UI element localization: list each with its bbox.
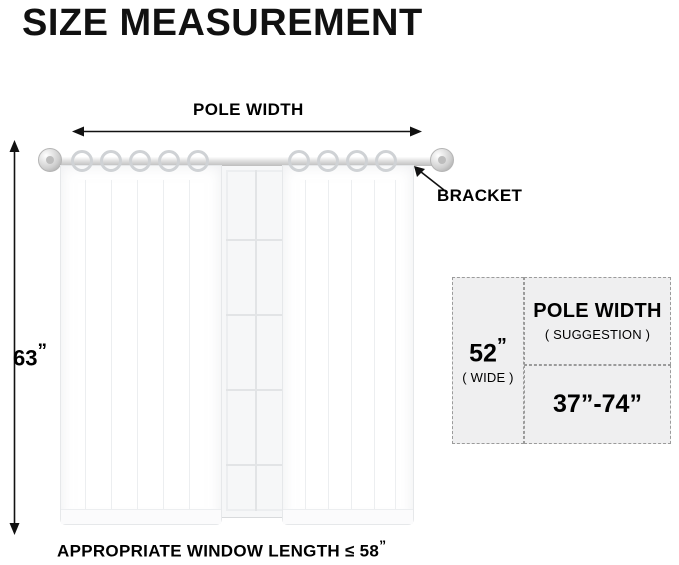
grommet-icon: [375, 150, 397, 172]
grommet-icon: [317, 150, 339, 172]
page-title: SIZE MEASUREMENT: [22, 2, 423, 44]
window-mullion-vertical: [255, 170, 257, 511]
grommet-icon: [129, 150, 151, 172]
spec-wide-unit: ”: [496, 334, 507, 357]
window-mullion-horizontal: [226, 464, 286, 466]
spec-wide-caption: ( WIDE ): [462, 370, 514, 386]
spec-pole-width-range: 37”-74”: [553, 390, 642, 419]
window-mullion-horizontal: [226, 314, 286, 316]
grommet-icon: [187, 150, 209, 172]
pole-width-arrow: [72, 126, 422, 137]
spec-cell-pole-width-range: [524, 365, 671, 444]
grommet-icon: [158, 150, 180, 172]
spec-wide-value: [469, 336, 507, 367]
grommet-icon: [288, 150, 310, 172]
window-mullion-horizontal: [226, 389, 286, 391]
spec-table: [452, 277, 671, 444]
grommet-icon: [100, 150, 122, 172]
spec-pole-width-heading: POLE WIDTH: [533, 300, 662, 322]
grommet-icon: [346, 150, 368, 172]
height-unit: ”: [37, 341, 47, 362]
rod-finial-left: [38, 148, 62, 172]
bracket-label: BRACKET: [437, 186, 523, 205]
spec-wide-number: 52: [469, 339, 497, 368]
height-label: [13, 341, 47, 371]
height-arrow: [9, 140, 20, 535]
window-mullion-horizontal: [226, 239, 286, 241]
window-length-note-text: APPROPRIATE WINDOW LENGTH ≤ 58: [57, 541, 380, 561]
spec-pole-width-caption: ( SUGGESTION ): [544, 327, 651, 342]
grommet-icon: [71, 150, 93, 172]
window-length-note: [57, 537, 386, 562]
spec-cell-wide: [452, 277, 524, 444]
height-value: 63: [13, 345, 38, 371]
window-length-note-unit: ”: [379, 537, 387, 553]
curtain-panel-right: [282, 165, 414, 525]
spec-cell-pole-width: [524, 277, 671, 365]
curtain-panel-left: [60, 165, 222, 525]
pole-width-label: POLE WIDTH: [193, 100, 304, 119]
